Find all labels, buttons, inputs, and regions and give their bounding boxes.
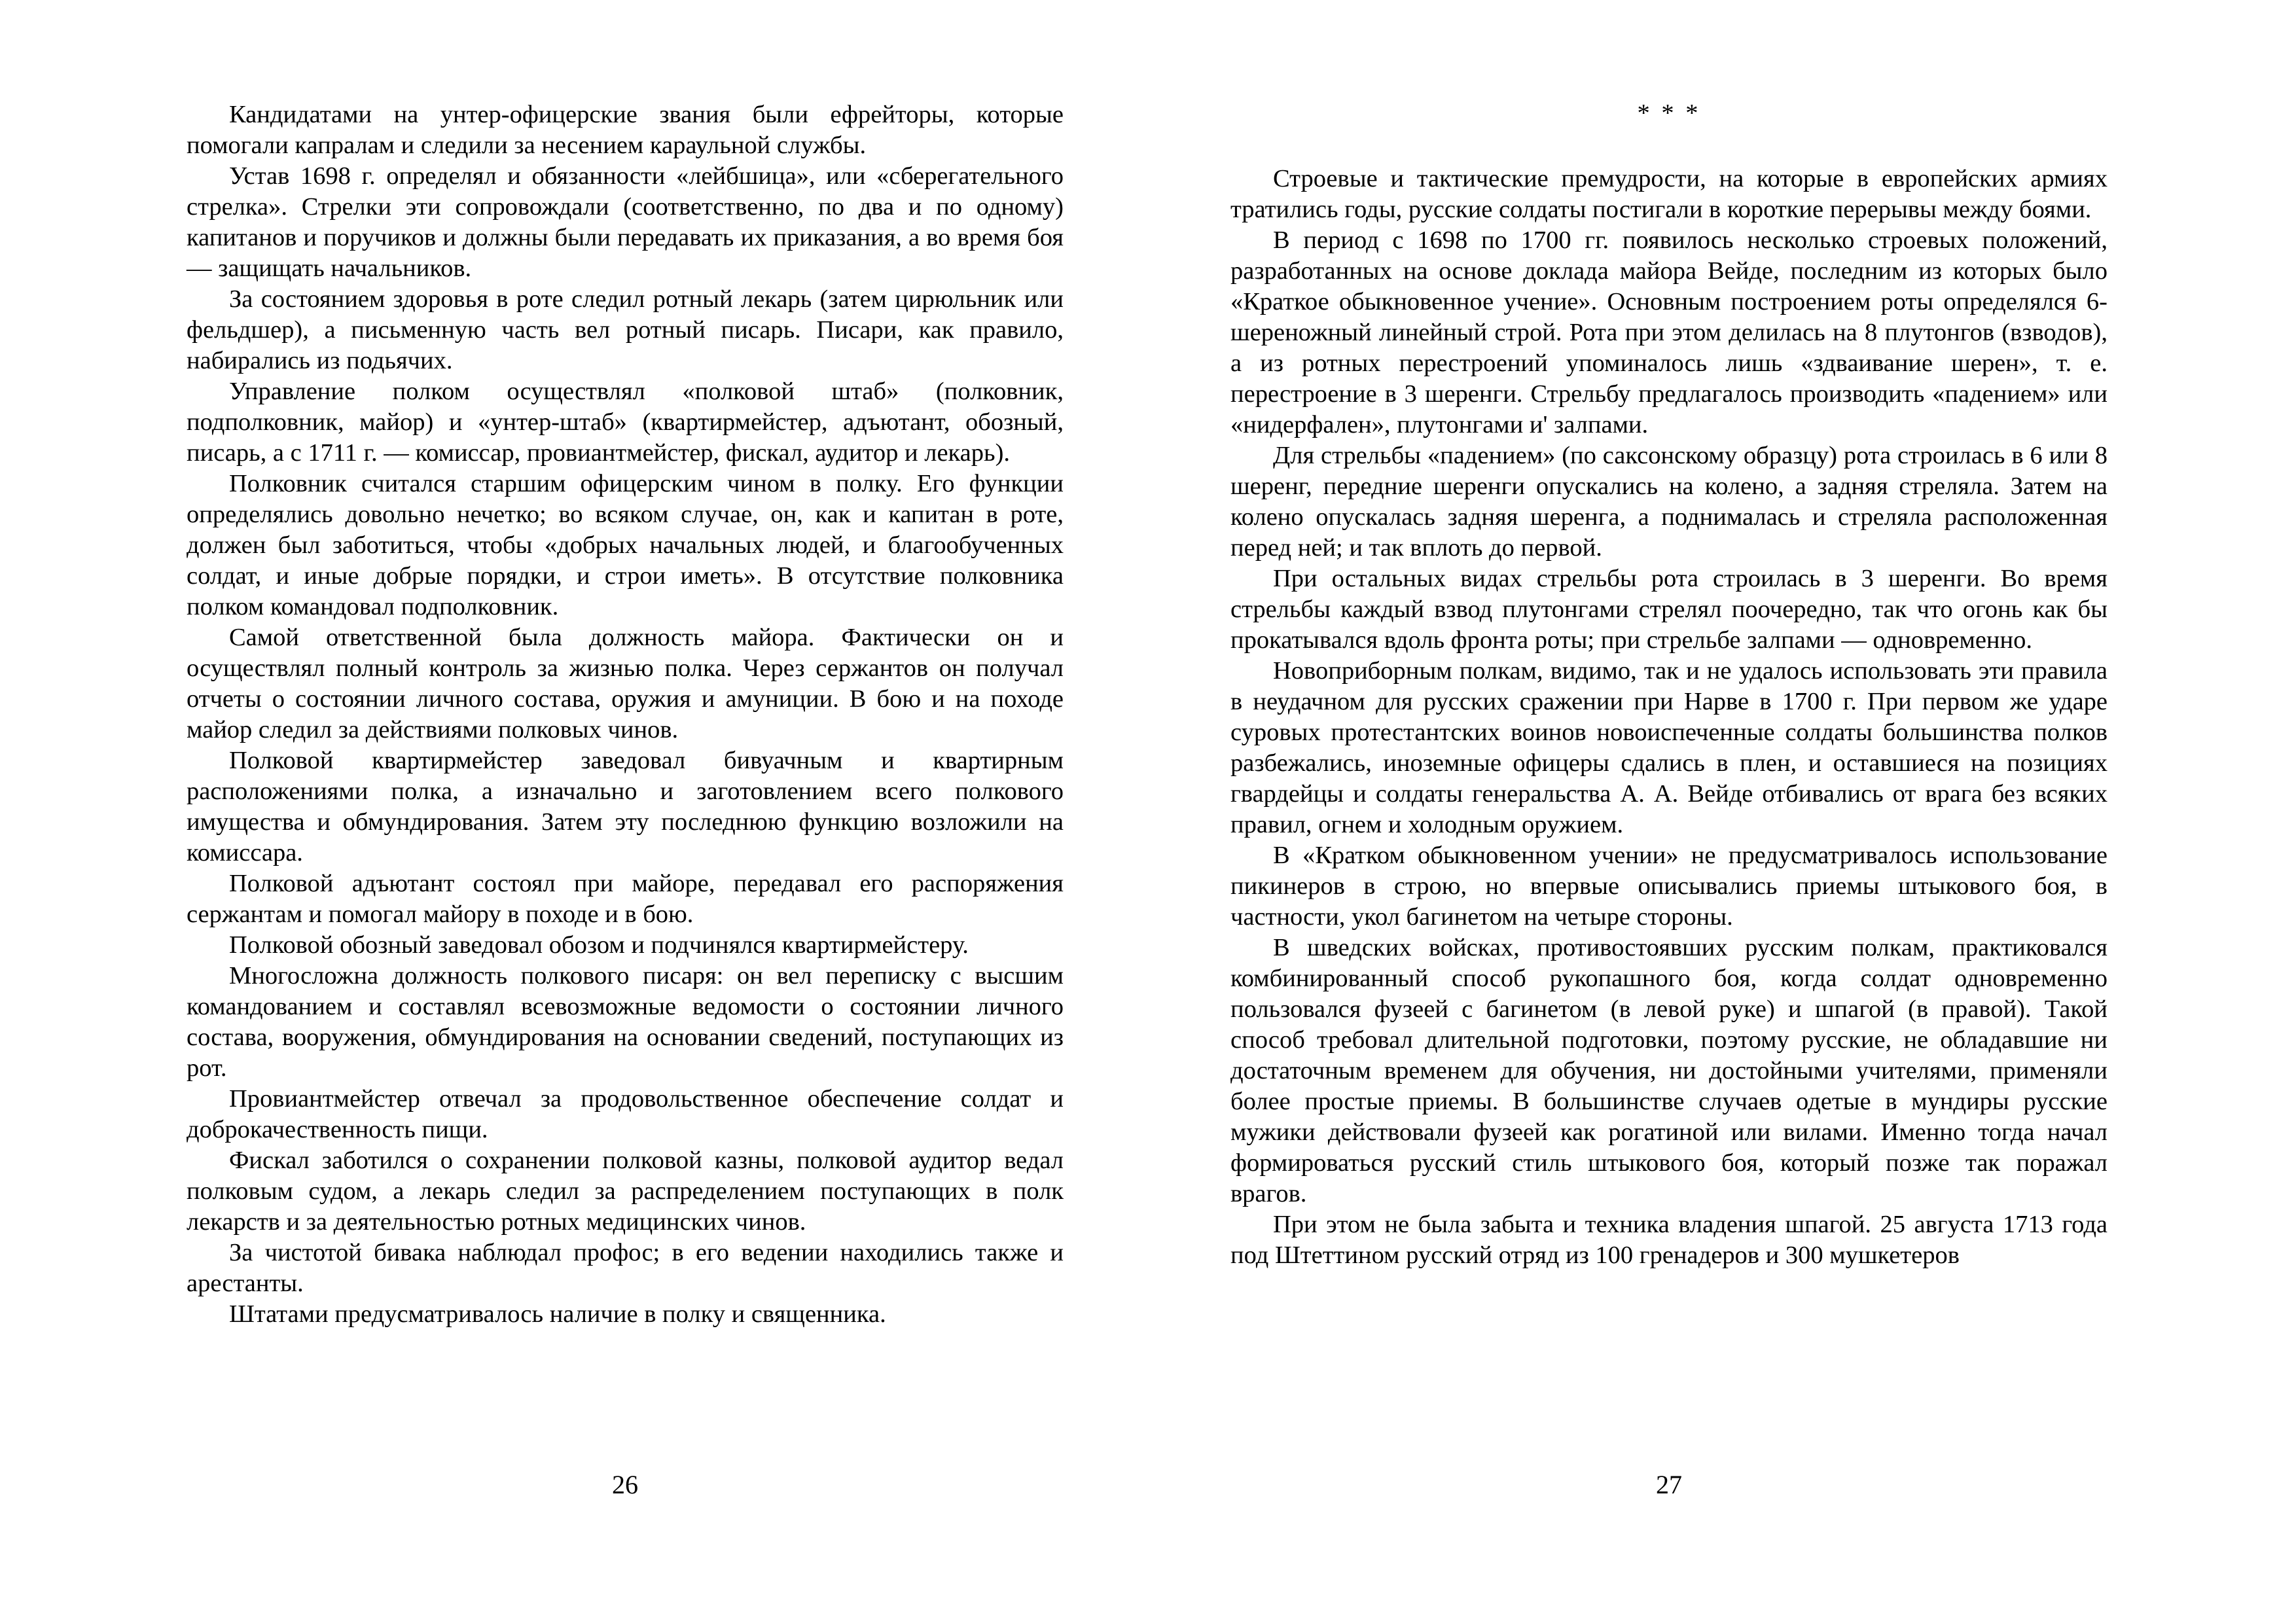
paragraph: В «Кратком обыкновенном учении» не предусматривалось использование пикинеров в строю, но впервые описывались приемы штыкового боя, в частности, укол багинетом на четыре стороны. — [1230, 842, 2108, 931]
paragraph: Кандидатами на унтер-офицерские звания были ефрейторы, которые помогали капралам и следили за несением караульной службы. — [187, 101, 1064, 159]
paragraph: Полковник считался старшим офицерским чином в полку. Его функции определялись довольно нечетко; во всяком случае, он, как и капитан в роте, должен был заботиться, чтобы «добрых начальных людей, и благообученных солдат, и иные добрые порядки, и строи иметь». В отсутствие полковника полком командовал подполковник. — [187, 470, 1064, 620]
paragraph: Фискал заботился о сохранении полковой казны, полковой аудитор ведал полковым судом, а лекарь следил за распределением поступающих в полк лекарств и за деятельностью ротных медицинских чинов. — [187, 1147, 1064, 1236]
paragraph: В период с 1698 по 1700 гг. появилось несколько строевых положений, разработанных на основе доклада майора Вейде, последним из которых было «Краткое обыкновенное учение». Основным построением роты определялся 6-шереножный линейный строй. Рота при этом делилась на 8 плутонгов (взводов), а из ротных перестроений упоминалось лишь «здваивание шерен», т. е. перестроение в 3 шеренги. Стрельбу предлагалось производить «падением» или «нидерфален», плутонгами и' залпами. — [1230, 226, 2108, 438]
right-page-body — [1230, 164, 2108, 1271]
paragraph: Полковой квартирмейстер заведовал бивуачным и квартирным расположениями полка, а изначально и заготовлением всего полкового имущества и обмундирования. Затем эту последнюю функцию возложили на комиссара. — [187, 747, 1064, 866]
left-page — [187, 98, 1064, 1505]
paragraph: Полковой адъютант состоял при майоре, передавал его распоряжения сержантам и помогал майору в походе и в бою. — [187, 870, 1064, 928]
paragraph: За чистотой бивака наблюдал профос; в его ведении находились также и арестанты. — [187, 1239, 1064, 1297]
paragraph: За состоянием здоровья в роте следил ротный лекарь (затем цирюльник или фельдшер), а письменную часть вел ротный писарь. Писари, как правило, набирались из подьячих. — [187, 285, 1064, 374]
paragraph: Для стрельбы «падением» (по саксонскому образцу) рота строилась в 6 или 8 шеренг, передние шеренги опускались на колено, а задняя стреляла. Затем на колено опускалась задняя шеренга, а поднималась и стреляла расположенная перед ней; и так вплоть до первой. — [1230, 442, 2108, 562]
paragraph: Самой ответственной была должность майора. Фактически он и осуществлял полный контроль за жизнью полка. Через сержантов он получал отчеты о состоянии личного состава, оружия и амуниции. В бою и на походе майор следил за действиями полковых чинов. — [187, 624, 1064, 743]
paragraph: При остальных видах стрельбы рота строилась в 3 шеренги. Во время стрельбы каждый взвод плутонгами стрелял поочередно, так что огонь как бы прокатывался вдоль фронта роты; при стрельбе залпами — одновременно. — [1230, 565, 2108, 654]
paragraph: Строевые и тактические премудрости, на которые в европейских армиях тратились годы, русские солдаты постигали в короткие перерывы между боями. — [1230, 165, 2108, 223]
paragraph: Управление полком осуществлял «полковой штаб» (полковник, подполковник, майор) и «унтер-штаб» (квартирмейстер, адъютант, обозный, писарь, а с 1711 г. — комиссар, провиантмейстер, фискал, аудитор и лекарь). — [187, 378, 1064, 467]
paragraph: Новоприборным полкам, видимо, так и не удалось использовать эти правила в неудачном для русских сражении при Нарве в 1700 г. При первом же ударе суровых протестантских воинов новоиспеченные солдаты большинства полков разбежались, иноземные офицеры сдались в плен, и оставшиеся на позициях гвардейцы и солдаты генеральства А. А. Вейде отбивались от врага без всяких правил, огнем и холодным оружием. — [1230, 657, 2108, 838]
paragraph: В шведских войсках, противостоявших русским полкам, практиковался комбинированный способ рукопашного боя, когда солдат одновременно пользовался фузеей с багинетом (в левой руке) и шпагой (в правой). Такой способ требовал длительной подготовки, поэтому русские, не обладавшие ни достаточным временем для обучения, ни достойными учителями, применяли более простые приемы. В большинстве случаев одетые в мундиры русские мужики действовали фузеей как рогатиной или вилами. Именно тогда начал формироваться русский стиль штыкового боя, который позже так поражал врагов. — [1230, 934, 2108, 1207]
left-page-body — [187, 99, 1064, 1330]
paragraph: Многосложна должность полкового писаря: он вел переписку с высшим командованием и составлял всевозможные ведомости о состоянии личного состава, вооружения, обмундирования на основании сведений, поступающих из рот. — [187, 962, 1064, 1082]
page-number-right: 27 — [1656, 1470, 1682, 1499]
paragraph: Штатами предусматривалось наличие в полку и священника. — [229, 1300, 886, 1328]
page-number-left: 26 — [612, 1470, 638, 1499]
right-page — [1230, 98, 2108, 1505]
paragraph: Провиантмейстер отвечал за продовольственное обеспечение солдат и доброкачественность пищи. — [187, 1085, 1064, 1143]
section-separator: * * * — [1637, 99, 1701, 127]
paragraph: При этом не была забыта и техника владения шпагой. 25 августа 1713 года под Штеттином русский отряд из 100 гренадеров и 300 мушкетеров — [1230, 1211, 2108, 1269]
paragraph: Устав 1698 г. определял и обязанности «лейбшица», или «сберегательного стрелка». Стрелки эти сопровождали (соответственно, по два и по одному) капитанов и поручиков и должны были передавать их приказания, а во время боя — защищать начальников. — [187, 162, 1064, 282]
paragraph: Полковой обозный заведовал обозом и подчинялся квартирмейстеру. — [229, 931, 969, 959]
